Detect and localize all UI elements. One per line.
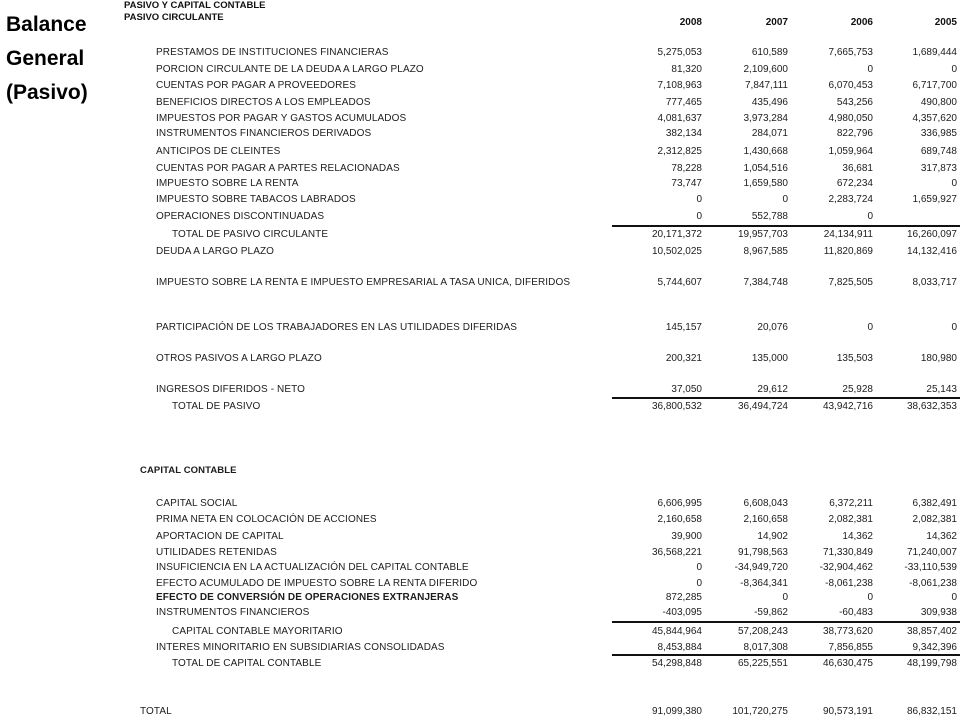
row-value-2005: -8,061,238 — [909, 578, 957, 589]
row-value-2005: 16,260,097 — [906, 229, 957, 240]
row-label: CAPITAL CONTABLE MAYORITARIO — [172, 626, 343, 637]
table-row-instrumentos-financieros — [0, 606, 960, 620]
row-value-2008: 382,134 — [665, 128, 702, 139]
row-value-2006: 71,330,849 — [822, 547, 873, 558]
row-value-2006: 6,070,453 — [828, 80, 873, 91]
row-value-2006: 14,362 — [842, 531, 873, 542]
row-value-2008: 73,747 — [671, 178, 702, 189]
row-value-2007: 2,109,600 — [743, 64, 788, 75]
row-value-2005: 2,082,381 — [912, 514, 957, 525]
row-value-2006: 0 — [867, 322, 873, 333]
row-value-2008: 7,108,963 — [657, 80, 702, 91]
row-value-2008: 0 — [696, 578, 702, 589]
row-value-2006: 11,820,869 — [823, 246, 873, 257]
row-value-2008: 2,160,658 — [657, 514, 702, 525]
row-value-2006: 1,059,964 — [828, 146, 873, 157]
table-row-total-de-pasivo — [0, 400, 960, 414]
row-label: IMPUESTO SOBRE LA RENTA E IMPUESTO EMPRESARIAL A TASA UNICA, DIFERIDOS — [156, 277, 571, 288]
year-header-2007: 2007 — [765, 17, 788, 28]
row-value-2007: 91,798,563 — [737, 547, 788, 558]
row-value-2006: -60,483 — [839, 607, 873, 618]
row-value-2007: 7,847,111 — [744, 80, 788, 91]
table-row-instrumentos-financieros-derivados — [0, 127, 960, 141]
row-value-2005: 0 — [951, 178, 957, 189]
row-value-2007: 65,225,551 — [737, 658, 788, 669]
slide-title-line-3: (Pasivo) — [6, 81, 88, 104]
row-value-2007: 14,902 — [757, 531, 788, 542]
row-value-2008: -403,095 — [662, 607, 702, 618]
row-value-2007: 0 — [782, 592, 788, 603]
row-value-2005: 317,873 — [920, 163, 957, 174]
section-heading-label: CAPITAL CONTABLE — [140, 465, 237, 476]
table-row-efecto-acumulado-de-impuesto-sobre-la-renta-dife — [0, 577, 960, 591]
row-value-2006: 7,825,505 — [828, 277, 873, 288]
row-value-2006: -8,061,238 — [825, 578, 873, 589]
row-value-2006: 46,630,475 — [822, 658, 873, 669]
row-value-2008: 37,050 — [671, 384, 702, 395]
row-value-2005: 309,938 — [920, 607, 957, 618]
row-label: INSUFICIENCIA EN LA ACTUALIZACIÓN DEL CAPITAL CONTABLE — [156, 562, 469, 573]
row-label: IMPUESTO SOBRE TABACOS LABRADOS — [156, 194, 356, 205]
row-value-2005: 689,748 — [920, 146, 957, 157]
row-value-2007: 2,160,658 — [743, 514, 788, 525]
row-value-2006: 7,665,753 — [828, 47, 873, 58]
row-value-2008: 45,844,964 — [651, 626, 702, 637]
row-value-2007: 135,000 — [751, 353, 788, 364]
row-value-2006: 822,796 — [836, 128, 873, 139]
row-label: DEUDA A LARGO PLAZO — [156, 246, 275, 257]
row-value-2005: 180,980 — [920, 353, 957, 364]
row-label: EFECTO ACUMULADO DE IMPUESTO SOBRE LA RENTA DIFERIDO — [156, 578, 478, 589]
table-row-total-de-capital-contable — [0, 657, 960, 671]
row-value-2006: -32,904,462 — [819, 562, 873, 573]
row-value-2007: 552,788 — [751, 211, 788, 222]
row-value-2007: 284,071 — [751, 128, 788, 139]
row-value-2005: 86,832,151 — [906, 706, 957, 717]
row-value-2005: 6,717,700 — [912, 80, 957, 91]
row-value-2006: 0 — [867, 592, 873, 603]
row-label: BENEFICIOS DIRECTOS A LOS EMPLEADOS — [156, 97, 371, 108]
row-value-2007: 29,612 — [757, 384, 788, 395]
row-value-2008: 20,171,372 — [651, 229, 702, 240]
table-row-capital-social — [0, 497, 960, 511]
year-header-2005: 2005 — [934, 17, 957, 28]
table-row-total — [0, 705, 960, 719]
row-label: INTERES MINORITARIO EN SUBSIDIARIAS CONSOLIDADAS — [156, 642, 445, 653]
table-row-cuentas-por-pagar-a-proveedores — [0, 79, 960, 93]
row-value-2007: 3,973,284 — [743, 113, 788, 124]
row-label: EFECTO DE CONVERSIÓN DE OPERACIONES EXTRANJERAS — [156, 592, 459, 603]
row-label: PORCION CIRCULANTE DE LA DEUDA A LARGO PLAZO — [156, 64, 424, 75]
row-value-2007: 57,208,243 — [737, 626, 788, 637]
table-row-anticipos-de-cleintes — [0, 145, 960, 159]
row-value-2008: 872,285 — [665, 592, 702, 603]
row-label: PRIMA NETA EN COLOCACIÓN DE ACCIONES — [156, 514, 377, 525]
table-row-interes-minoritario-en-subsidiarias-consolidadas — [0, 641, 960, 655]
row-value-2006: 24,134,911 — [823, 229, 873, 240]
table-row-efecto-de-conversion-de-operaciones-extranjeras — [0, 591, 960, 605]
table-row-porcion-circulante-de-la-deuda-a-largo-plazo — [0, 63, 960, 77]
row-value-2008: 6,606,995 — [657, 498, 702, 509]
total-rule-capital-contable — [612, 654, 960, 656]
row-value-2007: 1,054,516 — [743, 163, 788, 174]
row-value-2008: 91,099,380 — [651, 706, 702, 717]
row-value-2005: 0 — [951, 64, 957, 75]
row-value-2007: 435,496 — [751, 97, 788, 108]
row-label: OTROS PASIVOS A LARGO PLAZO — [156, 353, 322, 364]
table-row-beneficios-directos-a-los-empleados — [0, 96, 960, 110]
row-value-2006: 135,503 — [836, 353, 873, 364]
year-header-2008: 2008 — [679, 17, 702, 28]
row-value-2008: 8,453,884 — [657, 642, 702, 653]
total-rule-pasivo — [612, 397, 960, 399]
row-value-2008: 39,900 — [671, 531, 702, 542]
table-row-aportacion-de-capital — [0, 530, 960, 544]
row-value-2008: 200,321 — [665, 353, 702, 364]
table-row-operaciones-discontinuadas — [0, 210, 960, 224]
row-value-2006: 7,856,855 — [828, 642, 873, 653]
row-value-2007: 20,076 — [757, 322, 788, 333]
row-value-2007: 1,659,580 — [743, 178, 788, 189]
row-value-2007: 36,494,724 — [737, 401, 788, 412]
row-value-2005: 0 — [951, 592, 957, 603]
table-row-cuentas-por-pagar-a-partes-relacionadas — [0, 162, 960, 176]
row-value-2008: 777,465 — [665, 97, 702, 108]
row-value-2005: 71,240,007 — [906, 547, 957, 558]
table-row-utilidades-retenidas — [0, 546, 960, 560]
row-value-2008: 0 — [696, 211, 702, 222]
row-value-2005: 48,199,798 — [906, 658, 957, 669]
row-label: CAPITAL SOCIAL — [156, 498, 238, 509]
row-label: IMPUESTO SOBRE LA RENTA — [156, 178, 299, 189]
row-label: INSTRUMENTOS FINANCIEROS DERIVADOS — [156, 128, 372, 139]
row-value-2008: 10,502,025 — [651, 246, 702, 257]
table-row-impuesto-sobre-la-renta-e-impuesto-empresarial-a — [0, 276, 960, 290]
row-label: UTILIDADES RETENIDAS — [156, 547, 277, 558]
row-value-2006: 6,372,211 — [829, 498, 873, 509]
row-value-2008: 145,157 — [665, 322, 702, 333]
row-value-2005: 490,800 — [920, 97, 957, 108]
row-value-2005: 38,632,353 — [906, 401, 957, 412]
table-row-total-de-pasivo-circulante — [0, 228, 960, 242]
row-label: CUENTAS POR PAGAR A PROVEEDORES — [156, 80, 356, 91]
row-label: ANTICIPOS DE CLEINTES — [156, 146, 281, 157]
row-value-2005: 336,985 — [920, 128, 957, 139]
row-value-2005: 0 — [951, 322, 957, 333]
table-row-ingresos-diferidos-neto — [0, 383, 960, 397]
row-value-2006: 38,773,620 — [822, 626, 873, 637]
slide-title-line-2: General — [6, 47, 85, 70]
row-value-2006: 25,928 — [842, 384, 873, 395]
row-value-2005: 14,132,416 — [906, 246, 957, 257]
row-value-2008: 5,275,053 — [657, 47, 702, 58]
row-value-2007: 8,017,308 — [743, 642, 788, 653]
row-value-2008: 4,081,637 — [657, 113, 702, 124]
row-value-2008: 2,312,825 — [657, 146, 702, 157]
row-value-2005: -33,110,539 — [904, 562, 957, 573]
row-label: TOTAL — [140, 706, 172, 717]
row-value-2005: 38,857,402 — [906, 626, 957, 637]
row-value-2008: 36,568,221 — [651, 547, 702, 558]
row-value-2006: 2,283,724 — [828, 194, 873, 205]
row-value-2006: 0 — [867, 64, 873, 75]
row-value-2005: 6,382,491 — [912, 498, 957, 509]
total-rule-capital-mayoritario — [612, 621, 960, 623]
row-value-2007: 0 — [782, 194, 788, 205]
table-row-insuficiencia-en-la-actualizacion-del-capital-co — [0, 561, 960, 575]
row-value-2006: 90,573,191 — [822, 706, 873, 717]
row-value-2007: 101,720,275 — [732, 706, 788, 717]
row-value-2005: 14,362 — [926, 531, 957, 542]
row-label: TOTAL DE PASIVO CIRCULANTE — [172, 229, 329, 240]
row-value-2006: 2,082,381 — [828, 514, 873, 525]
row-value-2007: 610,589 — [751, 47, 788, 58]
row-label: APORTACION DE CAPITAL — [156, 531, 284, 542]
row-value-2008: 36,800,532 — [651, 401, 702, 412]
row-value-2005: 9,342,396 — [912, 642, 957, 653]
row-value-2005: 1,689,444 — [912, 47, 957, 58]
row-label: INSTRUMENTOS FINANCIEROS — [156, 607, 310, 618]
row-label: TOTAL DE PASIVO — [172, 401, 261, 412]
row-value-2007: 1,430,668 — [743, 146, 788, 157]
section-heading-pasivo-circulante: PASIVO CIRCULANTE — [124, 12, 224, 23]
table-row-participacion-de-los-trabajadores-en-las-utilida — [0, 321, 960, 335]
table-row-impuesto-sobre-la-renta — [0, 177, 960, 191]
row-label: PARTICIPACIÓN DE LOS TRABAJADORES EN LAS UTILIDADES DIFERIDAS — [156, 322, 517, 333]
section-heading-capital-contable — [0, 464, 960, 478]
row-value-2006: 43,942,716 — [822, 401, 873, 412]
row-label: CUENTAS POR PAGAR A PARTES RELACIONADAS — [156, 163, 400, 174]
row-value-2007: 6,608,043 — [743, 498, 788, 509]
row-value-2008: 81,320 — [671, 64, 702, 75]
table-row-prestamos-de-instituciones-financieras — [0, 46, 960, 60]
row-value-2006: 4,980,050 — [828, 113, 873, 124]
row-value-2008: 78,228 — [671, 163, 702, 174]
row-value-2008: 0 — [696, 562, 702, 573]
row-value-2006: 36,681 — [842, 163, 873, 174]
row-value-2006: 0 — [867, 211, 873, 222]
table-row-impuestos-por-pagar-y-gastos-acumulados — [0, 112, 960, 126]
row-label: TOTAL DE CAPITAL CONTABLE — [172, 658, 322, 669]
row-value-2007: 8,967,585 — [743, 246, 788, 257]
row-value-2005: 4,357,620 — [912, 113, 957, 124]
row-label: PRESTAMOS DE INSTITUCIONES FINANCIERAS — [156, 47, 389, 58]
year-header-2006: 2006 — [850, 17, 873, 28]
statement-title: PASIVO Y CAPITAL CONTABLE — [124, 0, 266, 11]
row-value-2005: 25,143 — [926, 384, 957, 395]
row-value-2008: 0 — [696, 194, 702, 205]
row-value-2007: -8,364,341 — [740, 578, 788, 589]
row-value-2008: 5,744,607 — [657, 277, 702, 288]
row-value-2005: 8,033,717 — [912, 277, 957, 288]
row-value-2006: 543,256 — [836, 97, 873, 108]
row-value-2005: 1,659,927 — [912, 194, 957, 205]
table-row-impuesto-sobre-tabacos-labrados — [0, 193, 960, 207]
row-value-2006: 672,234 — [836, 178, 873, 189]
total-rule-pasivo-circulante — [612, 225, 960, 227]
row-label: OPERACIONES DISCONTINUADAS — [156, 211, 325, 222]
row-value-2007: 19,957,703 — [737, 229, 788, 240]
row-label: INGRESOS DIFERIDOS - NETO — [156, 384, 305, 395]
row-label: IMPUESTOS POR PAGAR Y GASTOS ACUMULADOS — [156, 113, 407, 124]
slide-title-line-1: Balance — [6, 13, 87, 36]
row-value-2008: 54,298,848 — [651, 658, 702, 669]
table-row-otros-pasivos-a-largo-plazo — [0, 352, 960, 366]
table-row-capital-contable-mayoritario — [0, 625, 960, 639]
row-value-2007: -34,949,720 — [734, 562, 788, 573]
table-row-prima-neta-en-colocacion-de-acciones — [0, 513, 960, 527]
row-value-2007: -59,862 — [754, 607, 788, 618]
table-row-deuda-a-largo-plazo — [0, 245, 960, 259]
row-value-2007: 7,384,748 — [743, 277, 788, 288]
